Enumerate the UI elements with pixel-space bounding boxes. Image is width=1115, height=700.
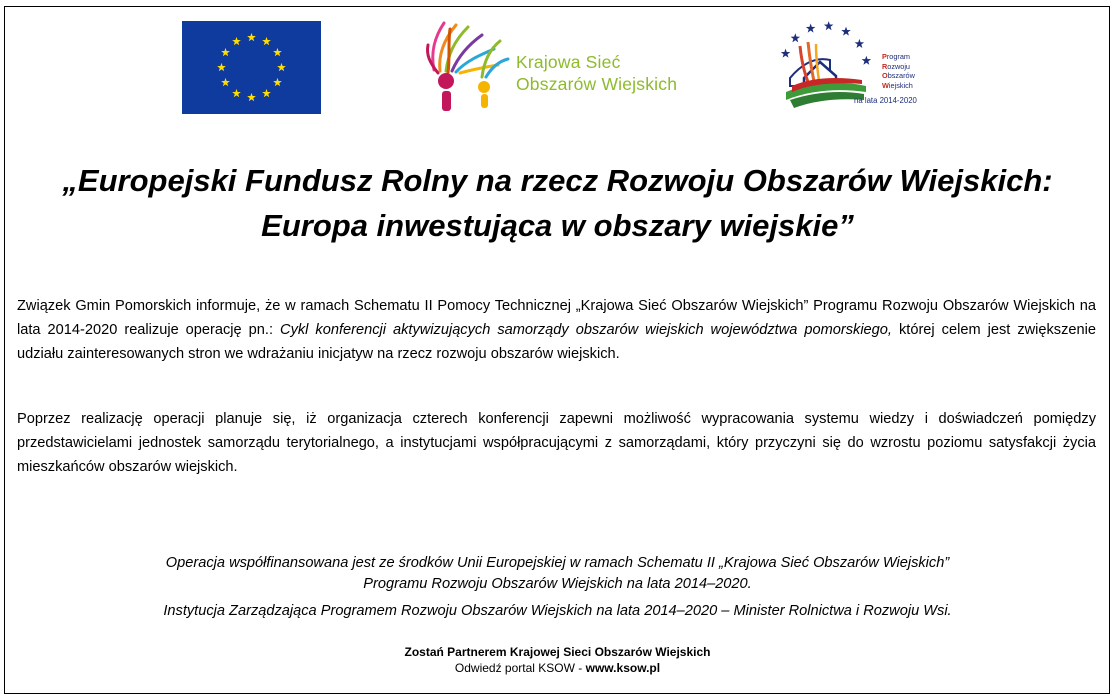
- cofinancing-line-1: Operacja współfinansowana jest ze środków Unii Europejskiej w ramach Schematu II „Krajowa Sieć Obszarów Wiejskich”: [165, 555, 950, 571]
- prow-word-4: iejskich: [888, 80, 913, 90]
- portal-prefix: Odwiedź portal KSOW -: [454, 661, 586, 675]
- paragraph-operation: [17, 294, 1096, 366]
- partner-footer: [0, 644, 1115, 676]
- eu-star-icon: [262, 89, 271, 97]
- eu-star-icon: [232, 37, 241, 45]
- paragraph1-text-before: Związek Gmin Pomorskich informuje, że w ramach Schematu II Pomocy Technicznej „Krajowa Sieć Obszarów Wiejskich” Programu Rozwoju Obszarów Wiejskich na lata 2014-2020 realizuje operację pn.:: [17, 298, 1096, 338]
- eu-star-icon: [247, 93, 256, 101]
- prow-star-icon: [791, 33, 801, 42]
- prow-letter-r: R: [882, 61, 888, 71]
- eu-star-icon: [221, 78, 230, 86]
- prow-logo: [770, 16, 930, 116]
- eu-stars-icon: [182, 21, 321, 114]
- prow-letter-w: W: [882, 80, 889, 90]
- prow-word-3: bszarów: [887, 71, 915, 81]
- paragraph1-text-after: której celem jest zwiększenie udziału zainteresowanych stron we wdrażaniu inicjatyw na rzecz rozwoju obszarów wiejskich.: [17, 322, 1096, 362]
- eu-star-icon: [262, 37, 271, 45]
- ksow-plant-icon: [424, 15, 514, 115]
- eu-star-icon: [273, 48, 282, 56]
- ksow-logo-text: [516, 51, 677, 95]
- managing-authority-line: Instytucja Zarządzająca Programem Rozwoju Obszarów Wiejskich na lata 2014–2020 – Minister Rolnictwa i Rozwoju Wsi.: [163, 603, 952, 619]
- prow-star-icon: [855, 39, 865, 48]
- page-title: [0, 158, 1115, 248]
- paragraph1-operation-name: Cykl konferencji aktywizujących samorządy obszarów wiejskich województwa pomorskiego,: [280, 322, 892, 338]
- prow-star-icon: [862, 56, 872, 65]
- title-line-1: „Europejski Fundusz Rolny na rzecz Rozwoju Obszarów Wiejskich:: [62, 163, 1053, 198]
- prow-word-1: rogram: [886, 52, 910, 61]
- cofinancing-line-2: Programu Rozwoju Obszarów Wiejskich na lata 2014–2020.: [363, 576, 752, 592]
- prow-star-icon: [781, 49, 791, 58]
- title-line-2: Europa inwestująca w obszary wiejskie”: [261, 208, 854, 243]
- prow-star-icon: [806, 24, 816, 33]
- prow-letter-o: O: [882, 71, 888, 81]
- ksow-line2: Obszarów Wiejskich: [516, 74, 678, 94]
- prow-word-2: ozwoju: [887, 61, 910, 71]
- eu-star-icon: [221, 48, 230, 56]
- eu-star-icon: [277, 63, 286, 71]
- ksow-portal-link[interactable]: www.ksow.pl: [585, 661, 661, 675]
- prow-star-icon: [841, 27, 851, 36]
- paragraph-goals: Poprzez realizację operacji planuje się, iż organizacja czterech konferencji zapewni możliwość wypracowania systemu wiedzy i doświadczeń pomiędzy przedstawicielami jednostek samorządu terytorialnego, a instytucjami współpracującymi z samorządami, który przyczyni się do wzrostu poziomu satysfakcji życia mieszkańców obszarów wiejskich.: [17, 411, 1096, 475]
- eu-star-icon: [217, 63, 226, 71]
- prow-line-4: [882, 81, 915, 91]
- eu-star-icon: [273, 78, 282, 86]
- prow-letter-p: P: [882, 52, 887, 61]
- eu-flag-logo: [182, 21, 321, 114]
- prow-years: na lata 2014-2020: [854, 96, 917, 105]
- prow-star-icon: [824, 21, 834, 30]
- prow-logo-text: [882, 52, 915, 90]
- prow-line-1: [882, 52, 915, 62]
- prow-line-3: [882, 71, 915, 81]
- eu-star-icon: [232, 89, 241, 97]
- partner-cta: Zostań Partnerem Krajowej Sieci Obszarów Wiejskich: [404, 645, 711, 659]
- portal-line: [0, 660, 1115, 676]
- eu-star-icon: [247, 33, 256, 41]
- ksow-line1: Krajowa Sieć: [516, 52, 621, 72]
- prow-line-2: [882, 62, 915, 72]
- ksow-logo: [424, 15, 694, 115]
